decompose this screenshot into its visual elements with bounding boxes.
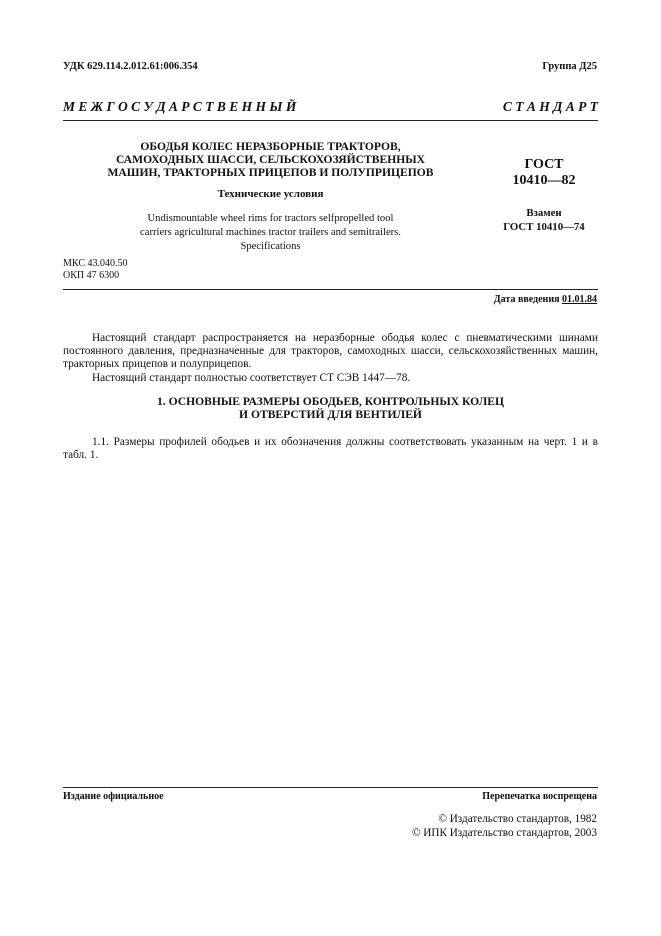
footer-rule	[63, 787, 598, 788]
reprint-prohibited-note: Перепечатка воспрещена	[482, 791, 597, 802]
effective-date	[494, 294, 597, 305]
replaces-label: Взамен	[526, 207, 562, 219]
date-rule	[63, 289, 598, 290]
section-title-line: И ОТВЕРСТИЙ ДЛЯ ВЕНТИЛЕЙ	[239, 408, 422, 421]
section-text	[63, 436, 598, 462]
banner-rule	[63, 120, 598, 121]
english-title-line: carriers agricultural machines tractor trailers and semitrailers.	[140, 227, 401, 238]
intro-paragraph: Настоящий стандарт полностью соответствует СТ СЭВ 1447—78.	[92, 371, 411, 384]
effective-date-label: Дата введения	[493, 294, 560, 305]
replaces-block	[490, 206, 598, 234]
title-line: ОБОДЬЯ КОЛЕС НЕРАЗБОРНЫЕ ТРАКТОРОВ,	[140, 140, 401, 153]
okp-code: ОКП 47 6300	[63, 270, 120, 281]
title-line: МАШИН, ТРАКТОРНЫХ ПРИЦЕПОВ И ПОЛУПРИЦЕПОВ	[107, 166, 434, 179]
section-title	[63, 395, 598, 421]
document-subtitle: Технические условия	[217, 188, 324, 200]
gost-label: ГОСТ	[524, 157, 564, 172]
english-title-line: Undismountable wheel rims for tractors selfpropelled tool	[147, 213, 394, 224]
group-code: Группа Д25	[542, 61, 597, 72]
section-title-line: 1. ОСНОВНЫЕ РАЗМЕРЫ ОБОДЬЕВ, КОНТРОЛЬНЫХ КОЛЕЦ	[157, 395, 504, 408]
banner-word-interstate: М Е Ж Г О С У Д А Р С Т В Е Н Н Ы Й	[63, 99, 297, 114]
copyright-block	[412, 812, 597, 840]
banner-word-standard: С Т А Н Д А Р Т	[502, 99, 598, 114]
official-edition-note: Издание официальное	[63, 791, 164, 802]
intro-paragraph: Настоящий стандарт распространяется на неразборные ободья колес с пневматическими шинами постоянного давления, предназначенные для тракторов, самоходных шасси, сельскохозяйственных машин, тракторных прицепов и полуприцепов.	[63, 332, 598, 371]
document-title	[63, 140, 478, 179]
effective-date-value: 01.01.84	[562, 294, 597, 305]
classification-codes	[63, 258, 127, 282]
standard-banner	[63, 99, 598, 115]
mks-code: МКС 43.040.50	[63, 258, 128, 269]
intro-text	[63, 332, 598, 385]
copyright-line: © ИПК Издательство стандартов, 2003	[411, 827, 597, 839]
udk-code: УДК 629.114.2.012.61:006.354	[63, 61, 198, 72]
section-paragraph: 1.1. Размеры профилей ободьев и их обозначения должны соответствовать указанным на черт. 1 и в табл. 1.	[63, 436, 598, 462]
title-line: САМОХОДНЫХ ШАССИ, СЕЛЬСКОХОЗЯЙСТВЕННЫХ	[116, 153, 425, 166]
copyright-line: © Издательство стандартов, 1982	[438, 813, 597, 825]
gost-number: 10410—82	[512, 173, 576, 188]
replaces-value: ГОСТ 10410—74	[503, 221, 585, 233]
gost-designation	[490, 157, 598, 189]
english-title	[63, 212, 478, 254]
english-title-line: Specifications	[240, 241, 301, 252]
